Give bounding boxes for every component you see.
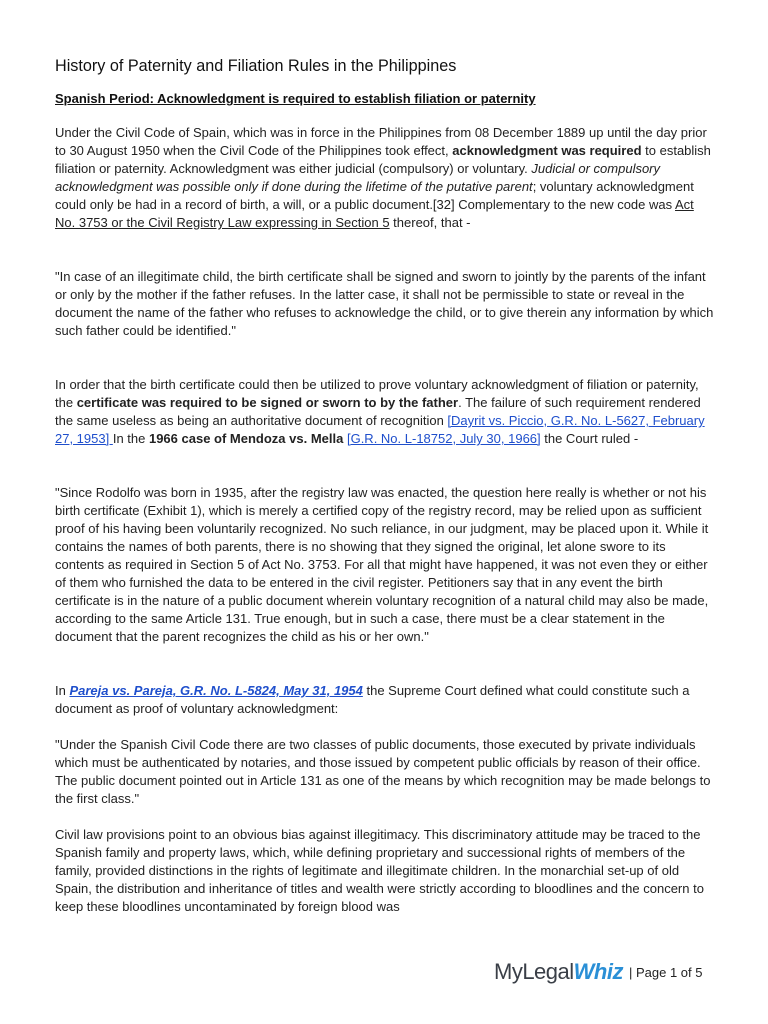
link-mendoza-vs-mella[interactable]: [G.R. No. L-18752, July 30, 1966] bbox=[346, 431, 541, 446]
quote-pareja: "Under the Spanish Civil Code there are two classes of public documents, those executed by private individuals which must be authenticated by notaries, and those issued by competent public officials by reason of their office. The public document pointed out in Article 131 as one of the means by which recognition may be made belongs to the first class." bbox=[55, 737, 711, 806]
text: thereof, that - bbox=[389, 215, 471, 230]
logo-text-whiz: Whiz bbox=[573, 959, 623, 984]
text: . The failure of such requirement rendered the same useless as being an authoritative document of recognition bbox=[55, 395, 701, 428]
paragraph-civil-code-spain bbox=[55, 124, 717, 232]
text: ; voluntary acknowledgment could only be had in a record of birth, a will, or a public document.[32] Complementary to the new code was bbox=[55, 179, 694, 212]
logo-text-my: MyLegal bbox=[494, 959, 574, 984]
link-pareja-vs-pareja[interactable]: Pareja vs. Pareja, G.R. No. L-5824, May 31, 1954 bbox=[69, 683, 363, 698]
mylegalwhiz-logo bbox=[494, 959, 623, 985]
bold-text: 1966 case of Mendoza vs. Mella bbox=[148, 431, 344, 446]
bold-text: certificate was required to be signed or sworn to by the father bbox=[76, 395, 459, 410]
document-page bbox=[55, 50, 717, 916]
quote-mendoza-vs-mella: "Since Rodolfo was born in 1935, after the registry law was enacted, the question here really is whether or not his birth certificate (Exhibit 1), which is merely a certified copy of the registry record, may be relied upon as sufficient proof of his having been voluntarily recognized. No such reliance, in our judgment, may be placed upon it. While it contains the names of both parents, there is no showing that they signed the original, let alone swore to its contents as required in Section 5 of Act No. 3753. For all that might have happened, it was not even they or either of them who furnished the data to be entered in the civil register. Petitioners say that in any event the birth certificate is in the nature of a public document wherein voluntary recognition of a natural child may also be made, according to the same Article 131. True enough, but in such a case, there must be a clear statement in the document that the parent recognizes the child as his or her own." bbox=[55, 485, 709, 644]
page-title: History of Paternity and Filiation Rules in the Philippines bbox=[55, 57, 457, 75]
paragraph-bias-illegitimacy: Civil law provisions point to an obvious bias against illegitimacy. This discriminatory attitude may be traced to the Spanish family and property laws, which, while defining proprietary and successional rights of members of the family, provided distinctions in the rights of legitimate and illegitimate children. In the monarchial set-up of old Spain, the distribution and inheritance of titles and wealth were strictly according to bloodlines and the concern to keep these bloodlines uncontaminated by foreign blood was bbox=[55, 827, 704, 914]
text: the Supreme Court defined what could constitute such a document as proof of voluntary acknowledgment: bbox=[55, 683, 690, 716]
quote-act-3753: "In case of an illegitimate child, the birth certificate shall be signed and sworn to jointly by the parents of the infant or only by the mother if the father refuses. In the latter case, it shall not be permissible to state or reveal in the document the name of the father who refuses to acknowledge the child, or to give therein any information by which such father could be identified." bbox=[55, 269, 714, 338]
underlined-text: Act No. 3753 or the Civil Registry Law expressing in Section 5 bbox=[55, 197, 694, 230]
italic-text: Judicial or compulsory acknowledgment was possible only if done during the lifetime of the putative parent bbox=[55, 161, 661, 194]
bold-text: acknowledgment was required bbox=[452, 143, 642, 158]
page-number: | Page 1 of 5 bbox=[628, 964, 703, 980]
text: the Court ruled - bbox=[540, 431, 639, 446]
text: In the bbox=[112, 431, 149, 446]
text: In bbox=[55, 683, 70, 698]
text: to establish filiation or paternity. Acknowledgment was either judicial (compulsory) or voluntary. bbox=[55, 143, 711, 176]
text: In order that the birth certificate could then be utilized to prove voluntary acknowledgment of filiation or paternity, the bbox=[55, 377, 699, 410]
text: Under the Civil Code of Spain, which was in force in the Philippines from 08 December 1889 up until the day prior to 30 August 1950 when the Civil Code of the Philippines took effect, bbox=[55, 125, 707, 158]
paragraph-pareja bbox=[55, 682, 717, 718]
section-heading: Spanish Period: Acknowledgment is required to establish filiation or paternity bbox=[55, 91, 536, 106]
link-dayrit-vs-piccio[interactable]: [Dayrit vs. Piccio, G.R. No. L-5627, February 27, 1953] bbox=[55, 413, 705, 446]
page-footer bbox=[494, 957, 734, 987]
paragraph-birth-certificate bbox=[55, 376, 717, 448]
